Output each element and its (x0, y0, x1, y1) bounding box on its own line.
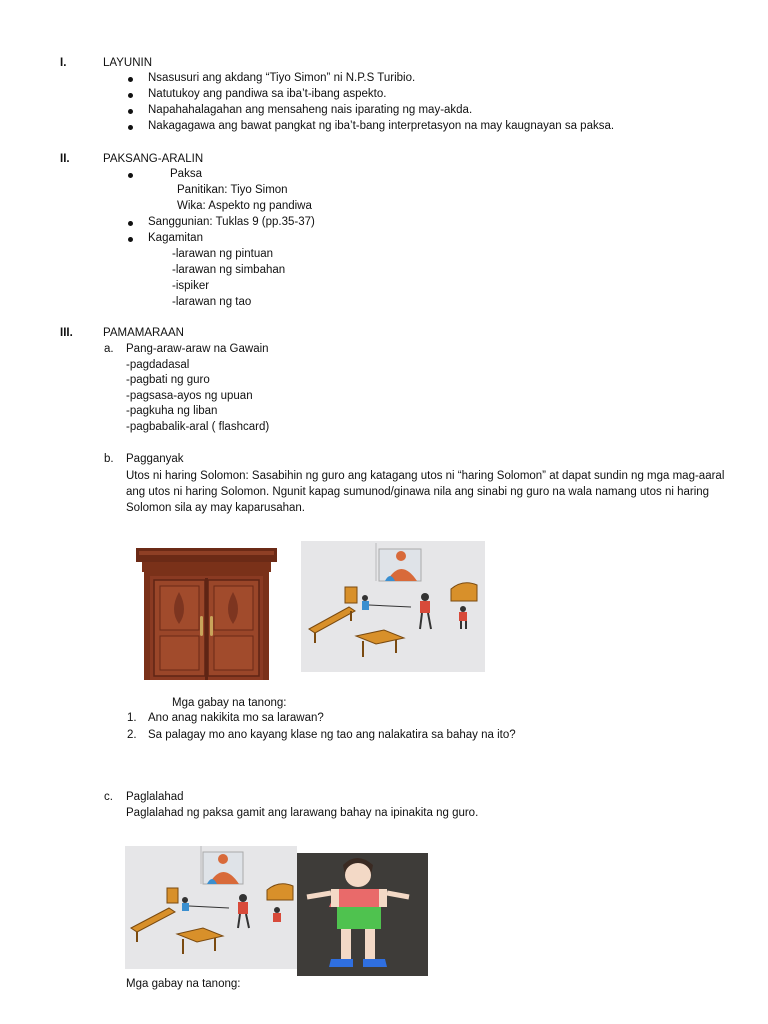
list-item: Nakagagawa ang bawat pangkat ng iba’t-bang interpretasyon na may kaugnayan sa paksa. (148, 120, 615, 132)
list-item: Napahahalagahan ang mensaheng nais iparating ng may-akda. (148, 104, 473, 116)
section1-heading: LAYUNIN (103, 57, 152, 69)
section3-heading: PAMAMARAAN (103, 327, 184, 339)
bullet-icon (128, 237, 133, 242)
list-item: Natutukoy ang pandiwa sa iba’t-ibang aspekto. (148, 88, 387, 100)
gawain-item: -pagkuha ng liban (126, 405, 218, 417)
paksa-label: Paksa (170, 168, 202, 180)
panitikan-line: Panitikan: Tiyo Simon (177, 184, 288, 196)
pagganyak-paragraph: Utos ni haring Solomon: Sasabihin ng guro ang katagang utos ni “haring Solomon” at dapat sundin ng mga mag-aaral ang utos ni haring Solomon. Ngunit kapag sumunod/ginawa nila ang sinabi ng guro na wala namang utos ni haring Solomon sila ay may kaparusahan. (126, 470, 725, 514)
kagamitan-item: -ispiker (172, 280, 210, 292)
bullet-icon (128, 77, 133, 82)
section2-numeral: II. (60, 153, 70, 165)
section3-numeral: III. (60, 327, 73, 339)
gabay-label: Mga gabay na tanong: (172, 697, 287, 709)
gabay-label-2: Mga gabay na tanong: (126, 978, 241, 990)
section1-numeral: I. (60, 57, 67, 69)
bullet-icon (128, 93, 133, 98)
bullet-icon (128, 109, 133, 114)
sub-a-label: a. (104, 343, 114, 355)
sub-a-title: Pang-araw-araw na Gawain (126, 343, 269, 355)
gawain-item: -pagdadasal (126, 359, 190, 371)
sub-b-title: Pagganyak (126, 453, 184, 465)
wika-line: Wika: Aspekto ng pandiwa (177, 200, 312, 212)
sub-c-title: Paglalahad (126, 791, 184, 803)
sanggunian-line: Sanggunian: Tuklas 9 (pp.35-37) (148, 216, 315, 228)
paglalahad-text: Paglalahad ng paksa gamit ang larawang bahay na ipinakita ng guro. (126, 807, 479, 819)
house-drawing-image-2 (125, 846, 297, 969)
kagamitan-item: -larawan ng simbahan (172, 264, 286, 276)
bullet-icon (128, 221, 133, 226)
kagamitan-label: Kagamitan (148, 232, 203, 244)
section2-heading: PAKSANG-ARALIN (103, 153, 204, 165)
list-item: Nsasusuri ang akdang “Tiyo Simon” ni N.P.S Turibio. (148, 72, 416, 84)
gawain-item: -pagbati ng guro (126, 374, 210, 386)
kagamitan-item: -larawan ng pintuan (172, 248, 274, 260)
question-text: Sa palagay mo ano kayang klase ng tao ang nalakatira sa bahay na ito? (148, 729, 516, 741)
sub-b-label: b. (104, 453, 114, 465)
bullet-icon (128, 125, 133, 130)
person-drawing-image (297, 853, 428, 976)
kagamitan-item: -larawan ng tao (172, 296, 252, 308)
house-drawing-image (301, 541, 485, 672)
sub-c-label: c. (104, 791, 113, 803)
question-number: 1. (127, 712, 137, 724)
gawain-item: -pagsasa-ayos ng upuan (126, 390, 253, 402)
door-image (136, 548, 277, 680)
question-text: Ano anag nakikita mo sa larawan? (148, 712, 324, 724)
bullet-icon (128, 173, 133, 178)
question-number: 2. (127, 729, 137, 741)
gawain-item: -pagbabalik-aral ( flashcard) (126, 421, 270, 433)
